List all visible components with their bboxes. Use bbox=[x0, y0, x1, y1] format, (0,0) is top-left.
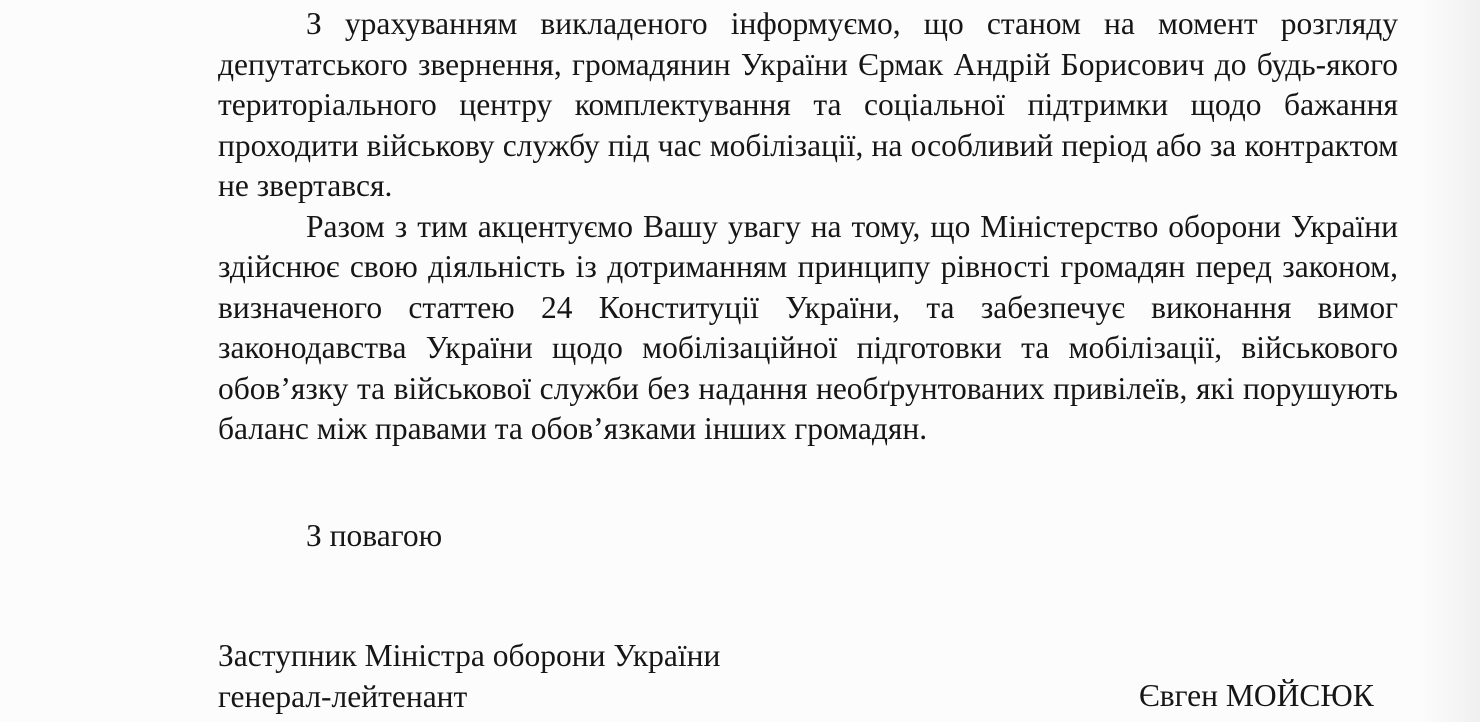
letter-body bbox=[218, 4, 1398, 450]
signatory-name: Євген МОЙСЮК bbox=[1139, 678, 1374, 713]
closing-phrase: З повагою bbox=[306, 518, 443, 553]
paragraph-2: Разом з тим акцентуємо Вашу увагу на тому, що Міністерство оборони України здійснює свою діяльність із дотриманням принципу рівності громадян перед законом, визначеного статтею 24 Конституції України, та забезпечує виконання вимог законодавства України щодо мобілізаційної підготовки та мобілізації, військового обов’язку та військової служби без надання необґрунтованих привілеїв, які порушують баланс між правами та обов’язками інших громадян. bbox=[218, 208, 1398, 446]
signatory-position bbox=[218, 636, 720, 717]
paragraph-1: З урахуванням викладеного інформуємо, що станом на момент розгляду депутатського звернення, громадянин України Єрмак Андрій Борисович до будь-якого територіального центру комплектування та соціальної підтримки щодо бажання проходити військову службу під час мобілізації, на особливий період або за контрактом не звертався. bbox=[218, 6, 1398, 203]
signatory-position-line-1: Заступник Міністра оборони України bbox=[218, 638, 721, 673]
signatory-rank: генерал-лейтенант bbox=[218, 678, 468, 714]
page-edge-shadow bbox=[1420, 0, 1480, 722]
